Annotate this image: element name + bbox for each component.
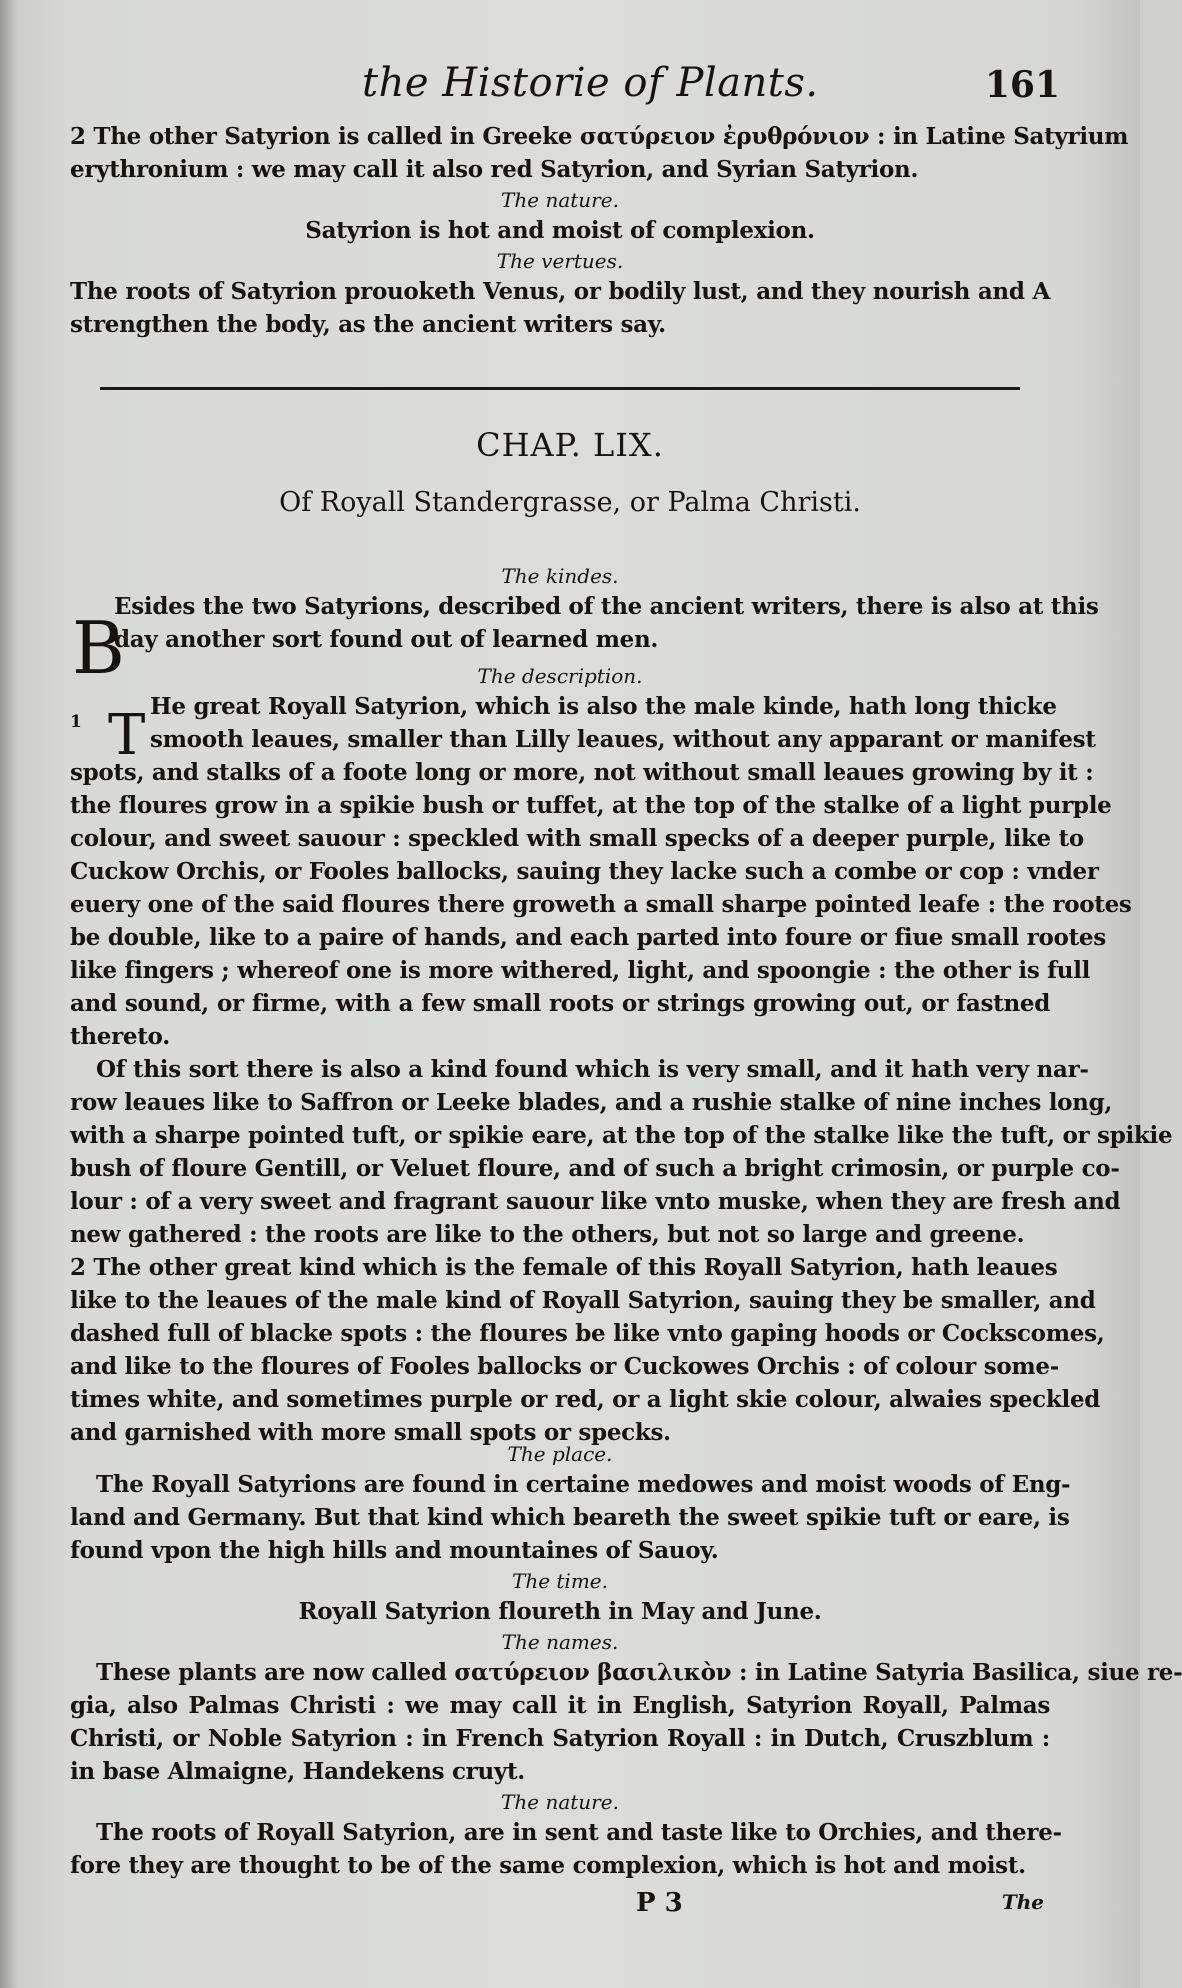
drop-cap-b: B	[72, 606, 125, 690]
section-heading-nature: The nature.	[501, 188, 619, 212]
text-line: like to the leaues of the male kind of Royall Satyrion, sauing they be smaller, and	[70, 1287, 1096, 1314]
text-line: lour : of a very sweet and fragrant sauour like vnto muske, when they are fresh and	[70, 1188, 1121, 1215]
chapter-title: CHAP. LIX.	[476, 426, 664, 464]
text-line: day another sort found out of learned men.	[114, 626, 659, 653]
text-line: The roots of Royall Satyrion, are in sent and taste like to Orchies, and there-	[96, 1819, 1062, 1846]
place-time-names-section	[70, 1440, 1182, 1882]
text-line: thereto.	[70, 1023, 170, 1050]
text-line: Cuckow Orchis, or Fooles ballocks, sauing they lacke such a combe or cop : vnder	[70, 858, 1099, 885]
gutter-shadow	[0, 0, 18, 1988]
description-section	[70, 662, 1173, 1449]
section-heading-place: The place.	[507, 1442, 613, 1466]
text-line: be double, like to a paire of hands, and each parted into foure or fiue small rootes	[70, 924, 1106, 951]
section-heading-nature-2: The nature.	[501, 1790, 619, 1814]
text-line: strengthen the body, as the ancient writers say.	[70, 311, 666, 338]
text-line: found vpon the high hills and mountaines of Sauoy.	[70, 1537, 719, 1564]
text-line: and garnished with more small spots or specks.	[70, 1419, 671, 1446]
chapter-subtitle: Of Royall Standergrasse, or Palma Christi.	[279, 487, 861, 518]
text-line: colour, and sweet sauour : speckled with small specks of a deeper purple, like to	[70, 825, 1084, 852]
page-header	[100, 60, 1060, 110]
text-line: Royall Satyrion floureth in May and June.	[298, 1598, 822, 1625]
text-line: erythronium : we may call it also red Satyrion, and Syrian Satyrion.	[70, 156, 919, 183]
text-line: new gathered : the roots are like to the others, but not so large and greene.	[70, 1221, 1025, 1248]
page-number: 161	[984, 64, 1060, 106]
section-heading-kindes: The kindes.	[501, 564, 619, 588]
text-line: euery one of the said floures there groweth a small sharpe pointed leafe : the rootes	[70, 891, 1132, 918]
text-line: 2 The other great kind which is the female of this Royall Satyrion, hath leaues	[70, 1254, 1058, 1281]
text-line: The roots of Satyrion prouoketh Venus, or bodily lust, and they nourish and A	[70, 278, 1050, 305]
text-line: and like to the floures of Fooles ballocks or Cuckowes Orchis : of colour some-	[70, 1353, 1059, 1380]
text-line: with a sharpe pointed tuft, or spikie eare, at the top of the stalke like the tuft, or spikie	[70, 1122, 1173, 1149]
text-line: Christi, or Noble Satyrion : in French Satyrion Royall : in Dutch, Cruszblum :	[70, 1725, 1050, 1752]
running-title: the Historie of Plants.	[362, 60, 819, 106]
text-line: Esides the two Satyrions, described of the ancient writers, there is also at this	[114, 593, 1099, 620]
text-line: row leaues like to Saffron or Leeke blades, and a rushie stalke of nine inches long,	[70, 1089, 1113, 1116]
text-line: times white, and sometimes purple or red, or a light skie colour, alwaies speckled	[70, 1386, 1101, 1413]
text-line: bush of floure Gentill, or Veluet floure, and of such a bright crimosin, or purple co-	[70, 1155, 1120, 1182]
text-line: land and Germany. But that kind which beareth the sweet spikie tuft or eare, is	[70, 1504, 1070, 1531]
text-line: like fingers ; whereof one is more withered, light, and spoongie : the other is full	[70, 957, 1091, 984]
text-line: He great Royall Satyrion, which is also the male kinde, hath long thicke	[150, 693, 1057, 720]
section-heading-description: The description.	[477, 664, 643, 688]
catchword: The	[1001, 1890, 1044, 1914]
signature-mark: P 3	[636, 1888, 683, 1918]
chapter-divider-rule	[100, 387, 1020, 390]
text-line: Of this sort there is also a kind found which is very small, and it hath very nar-	[96, 1056, 1089, 1083]
paragraph-number: 1	[70, 712, 82, 732]
text-line: smooth leaues, smaller than Lilly leaues, without any apparant or manifest	[150, 726, 1096, 753]
text-line: The Royall Satyrions are found in certaine medowes and moist woods of Eng-	[96, 1471, 1071, 1498]
text-line: in base Almaigne, Handekens cruyt.	[70, 1758, 526, 1785]
text-line: and sound, or firme, with a few small roots or strings growing out, or fastned	[70, 990, 1050, 1017]
text-line: 2 The other Satyrion is called in Greeke σατύρειον ἐρυθρόνιον : in Latine Satyrium	[70, 123, 1129, 150]
section-heading-vertues: The vertues.	[496, 249, 624, 273]
previous-chapter-section	[70, 120, 1129, 341]
kindes-section	[70, 562, 1099, 656]
drop-cap-t: T	[108, 703, 146, 768]
text-line: dashed full of blacke spots : the floures be like vnto gaping hoods or Cockscomes,	[70, 1320, 1105, 1347]
text-line: fore they are thought to be of the same complexion, which is hot and moist.	[70, 1852, 1026, 1879]
text-line: spots, and stalks of a foote long or more, not without small leaues growing by it :	[70, 759, 1094, 786]
text-line: Satyrion is hot and moist of complexion.	[305, 217, 815, 244]
text-line: gia, also Palmas Christi : we may call it in English, Satyrion Royall, Palmas	[70, 1692, 1050, 1719]
text-line: the floures grow in a spikie bush or tuffet, at the top of the stalke of a light purple	[70, 792, 1112, 819]
text-line: These plants are now called σατύρειον βασιλικὸν : in Latine Satyria Basilica, siue re-	[96, 1659, 1182, 1686]
section-heading-time: The time.	[511, 1569, 608, 1593]
section-heading-names: The names.	[501, 1630, 619, 1654]
